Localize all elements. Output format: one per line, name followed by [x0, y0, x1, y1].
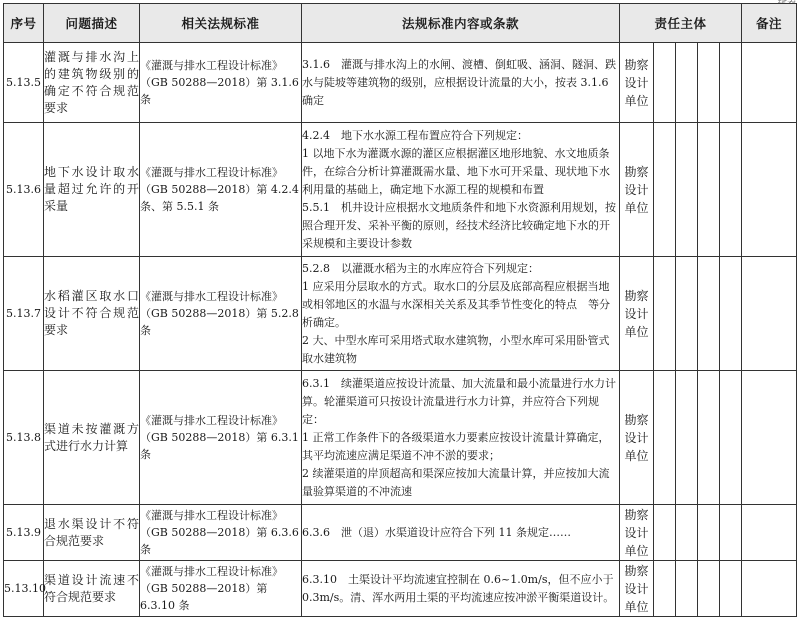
table-row [4, 371, 797, 505]
party-line: 设计 [624, 182, 649, 197]
row-number: 5.13.7 [4, 257, 44, 371]
party-line: 勘察 [624, 507, 649, 522]
header-std: 相关法规标准 [140, 4, 302, 43]
standard-content [302, 43, 620, 123]
table-row [4, 505, 797, 561]
problem-description: 地下水设计取水量超过允许的开采量 [44, 123, 140, 257]
party-line: 勘察 [624, 288, 649, 303]
party-line: 勘察 [624, 164, 649, 179]
problem-description: 灌溉与排水沟上的建筑物级别的确定不符合规范要求 [44, 43, 140, 123]
content-line: 1 以地下水为灌溉水源的灌区应根据灌区地形地貌、水文地质条件，在综合分析计算灌溉需水量、地下水可开采量、现状地下水利用量的基础上，确定地下水源工程的规模和布置 [302, 146, 610, 196]
content-line: 4.2.4 地下水水源工程布置应符合下列规定： [302, 128, 528, 142]
content-line: 3.1.6 灌溉与排水沟上的水闸、渡槽、倒虹吸、涵洞、隧洞、跌水与陡坡等建筑物的级别，应根据设计流量的大小，按表 3.1.6 确定 [302, 57, 616, 107]
table-row [4, 257, 797, 371]
note-cell [742, 123, 797, 257]
table-row [4, 43, 797, 123]
problem-description: 退水渠设计不符合规范要求 [44, 505, 140, 561]
party-cell [698, 505, 720, 561]
problem-description: 渠道未按灌溉方式进行水力计算 [44, 371, 140, 505]
party-line: 单位 [624, 448, 649, 463]
content-line: 1 应采用分层取水的方式。取水口的分层及底部高程应根据当地或相邻地区的水温与水深相关关系及其季节性变化的特点 等分析确定。 [302, 279, 610, 329]
standard-reference: 《灌溉与排水工程设计标准》（GB 50288—2018）第 4.2.4 条、第 5.5.1 条 [140, 123, 302, 257]
note-cell [742, 371, 797, 505]
content-line: 6.3.1 续灌渠道应按设计流量、加大流量和最小流量进行水力计算。轮灌渠道可只按设计流量进行水力计算，并应符合下列规定： [302, 376, 616, 426]
problem-description: 渠道设计流速不符合规范要求 [44, 561, 140, 617]
standard-content [302, 505, 620, 561]
standard-content [302, 371, 620, 505]
party-cell [698, 561, 720, 617]
standard-reference: 《灌溉与排水工程设计标准》（GB 50288—2018）第 6.3.6 条 [140, 505, 302, 561]
row-number: 5.13.6 [4, 123, 44, 257]
party-cell [720, 371, 742, 505]
party-cell [720, 561, 742, 617]
header-note: 备注 [742, 4, 797, 43]
party-line: 单位 [624, 324, 649, 339]
party-line: 勘察 [624, 412, 649, 427]
party-cell [720, 123, 742, 257]
party-cell [676, 371, 698, 505]
table-body [4, 43, 797, 617]
header-no: 序号 [4, 4, 44, 43]
header-content: 法规标准内容或条款 [302, 4, 620, 43]
responsible-party [620, 505, 654, 561]
party-cell [654, 505, 676, 561]
party-cell [676, 505, 698, 561]
party-cell [676, 561, 698, 617]
standard-content [302, 123, 620, 257]
party-cell [654, 43, 676, 123]
party-line: 勘察 [624, 57, 649, 72]
party-line: 单位 [624, 543, 649, 558]
responsible-party [620, 43, 654, 123]
content-line: 2 续灌渠道的岸顶超高和渠深应按加大流量计算，并应按加大流量验算渠道的不冲流速 [302, 466, 610, 498]
party-line: 设计 [624, 430, 649, 445]
row-number: 5.13.10 [4, 561, 44, 617]
party-cell [654, 123, 676, 257]
standard-reference: 《灌溉与排水工程设计标准》（GB 50288—2018）第 3.1.6 条 [140, 43, 302, 123]
party-line: 设计 [624, 306, 649, 321]
content-line: 5.5.1 机井设计应根据水文地质条件和地下水资源利用规划，按照合理开发、采补平衡的原则，经技术经济比较确定地下水的开采规模和主要设计参数 [302, 200, 616, 250]
party-line: 设计 [624, 525, 649, 540]
party-cell [698, 371, 720, 505]
header-row [4, 4, 797, 43]
standard-reference: 《灌溉与排水工程设计标准》（GB 50288—2018）第 6.3.1 条 [140, 371, 302, 505]
party-cell [676, 257, 698, 371]
party-line: 单位 [624, 200, 649, 215]
table-row [4, 123, 797, 257]
responsible-party [620, 371, 654, 505]
note-cell [742, 257, 797, 371]
table-row [4, 561, 797, 617]
party-cell [720, 43, 742, 123]
party-line: 设计 [624, 75, 649, 90]
row-number: 5.13.9 [4, 505, 44, 561]
row-number: 5.13.8 [4, 371, 44, 505]
note-cell [742, 505, 797, 561]
content-line: 1 正常工作条件下的各级渠道水力要素应按设计流量计算确定，其平均流速应满足渠道不冲不淤的要求； [302, 430, 610, 462]
content-line: 2 大、中型水库可采用塔式取水建筑物，小型水库可采用卧管式取水建筑物 [302, 333, 610, 365]
party-line: 单位 [624, 93, 649, 108]
party-cell [720, 505, 742, 561]
party-cell [698, 123, 720, 257]
note-cell [742, 561, 797, 617]
party-cell [698, 257, 720, 371]
party-cell [720, 257, 742, 371]
party-cell [698, 43, 720, 123]
row-number: 5.13.5 [4, 43, 44, 123]
header-desc: 问题描述 [44, 4, 140, 43]
party-line: 设计 [624, 581, 649, 596]
party-cell [676, 43, 698, 123]
party-line: 勘察 [624, 563, 649, 578]
content-line: 5.2.8 以灌溉水稻为主的水库应符合下列规定： [302, 261, 539, 275]
header-party: 责任主体 [620, 4, 742, 43]
party-cell [654, 561, 676, 617]
regulation-table [3, 3, 797, 617]
content-line: 6.3.10 土渠设计平均流速宜控制在 0.6~1.0m/s，但不应小于 0.3m/s。清、浑水两用土渠的平均流速应按冲淤平衡渠道设计。 [302, 572, 615, 604]
standard-content [302, 257, 620, 371]
standard-reference: 《灌溉与排水工程设计标准》（GB 50288—2018）第 6.3.10 条 [140, 561, 302, 617]
note-cell [742, 43, 797, 123]
responsible-party [620, 123, 654, 257]
responsible-party [620, 561, 654, 617]
standard-reference: 《灌溉与排水工程设计标准》（GB 50288—2018）第 5.2.8 条 [140, 257, 302, 371]
party-line: 单位 [624, 599, 649, 614]
party-cell [676, 123, 698, 257]
problem-description: 水稻灌区取水口设计不符合规范要求 [44, 257, 140, 371]
content-line: 6.3.6 泄（退）水渠道设计应符合下列 11 条规定…… [302, 525, 571, 539]
responsible-party [620, 257, 654, 371]
party-cell [654, 257, 676, 371]
standard-content [302, 561, 620, 617]
party-cell [654, 371, 676, 505]
